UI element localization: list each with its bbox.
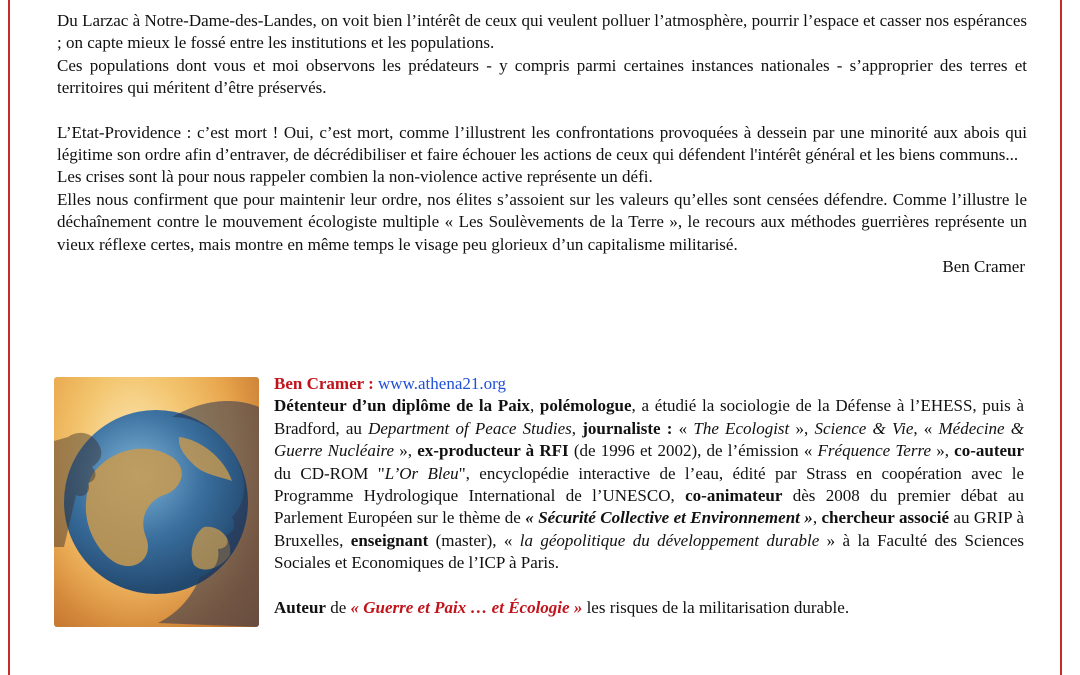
bio-s23: co-animateur	[685, 486, 783, 506]
bio-s6: ,	[571, 418, 583, 438]
author-rest: les risques de la militarisation durable.	[582, 597, 850, 617]
paragraph-4: Les crises sont là pour nous rappeler combien la non-violence active représente un défi.	[57, 167, 653, 187]
website-link[interactable]: www.athena21.org	[378, 374, 506, 393]
bio-s30: (master), «	[428, 530, 520, 550]
author-name: Ben Cramer :	[274, 374, 374, 393]
bio-s12: , «	[913, 418, 939, 438]
spacer	[57, 100, 1027, 122]
spacer	[274, 575, 1024, 597]
bio-s20: du CD-ROM "	[274, 463, 385, 483]
earth-face-icon	[54, 377, 259, 627]
author-de: de	[325, 597, 351, 617]
bio-s16: (de 1996 et 2002), de l’émission «	[568, 441, 818, 461]
bio-s7: journaliste :	[582, 418, 673, 438]
bio-s15: ex-producteur à RFI	[417, 441, 569, 461]
portrait-image	[54, 377, 259, 627]
author-label: Auteur	[274, 597, 326, 617]
bio-s1: Détenteur d’un diplôme de la Paix	[274, 396, 530, 416]
bio-s8: «	[672, 418, 694, 438]
bio-s22: ", encyclopédie interactive de l’eau, édité par Strass en coopération avec le Programme Hydrologique International de l’UNESCO,	[274, 463, 1025, 506]
bio-s4: , a étudié la sociologie de la Défense à l’EHESS, puis à Bradford, au	[274, 396, 1025, 438]
bio-s18: »,	[931, 441, 955, 461]
bio-s19: co-auteur	[954, 441, 1025, 461]
bio-s31: la géopolitique du développement durable	[519, 530, 820, 550]
bio-s13: Médecine & Guerre Nucléaire	[274, 418, 1025, 461]
bio-s5: Department of Peace Studies	[368, 418, 572, 438]
bio-s14: »,	[394, 441, 418, 461]
paragraph-5: Elles nous confirment que pour maintenir leur ordre, nos élites s’assoient sur les valeurs qu’elles sont censées défendre. Comme l’illustre le déchaînement contre le mouvement écologiste multiple « Les Soulèvements de la Terre », le recours aux méthodes guerrières représente un vieux réflexe certes, mais montre en même temps le visage peu glorieux d’un capitalisme militarisé.	[57, 189, 1027, 254]
bio-s26: ,	[812, 508, 822, 528]
bio-paragraph	[274, 373, 1024, 575]
bio-s28: au GRIP à Bruxelles,	[274, 508, 1024, 550]
signature: Ben Cramer	[942, 257, 1025, 277]
bio-s27: chercheur associé	[821, 508, 949, 528]
paragraph-2: Ces populations dont vous et moi observons les prédateurs - y compris parmi certaines instances nationales - s’approprier des terres et territoires qui méritent d’être préservés.	[57, 55, 1027, 98]
paragraph-3: L’Etat-Providence : c’est mort ! Oui, c’est mort, comme l’illustrent les confrontations provoquées à dessein par une minorité aux abois qui légitime son ordre afin d’entraver, de décrédibiliser et faire échouer les actions de ceux qui défendent l'intérêt général et les biens communs...	[57, 122, 1027, 165]
article-body	[57, 10, 1027, 278]
author-book-line	[274, 597, 1024, 619]
bio-s3: polémologue	[539, 396, 632, 416]
bio-s32: » à la Faculté des Sciences Sociales et Economiques de l’ICP à Paris.	[274, 530, 1024, 573]
bio-s25: « Sécurité Collective et Environnement »	[525, 508, 813, 528]
bio-s29: enseignant	[350, 530, 429, 550]
bio-s2: ,	[529, 396, 540, 416]
bio-s24: dès 2008 du premier débat au Parlement Européen sur le thème de	[274, 486, 1024, 528]
bio-s9: The Ecologist	[693, 418, 790, 438]
bio-s10: »,	[789, 418, 815, 438]
book-title: « Guerre et Paix … et Écologie »	[350, 597, 583, 617]
bio-s11: Science & Vie	[814, 418, 914, 438]
paragraph-1: Du Larzac à Notre-Dame-des-Landes, on voit bien l’intérêt de ceux qui veulent polluer l’atmosphère, pourrir l’espace et casser nos espérances ; on capte mieux le fossé entre les institutions et les populations.	[57, 11, 1027, 53]
bio-text	[274, 373, 1024, 619]
bio-s17: Fréquence Terre	[817, 441, 931, 461]
bio-s21: L’Or Bleu	[384, 463, 459, 483]
